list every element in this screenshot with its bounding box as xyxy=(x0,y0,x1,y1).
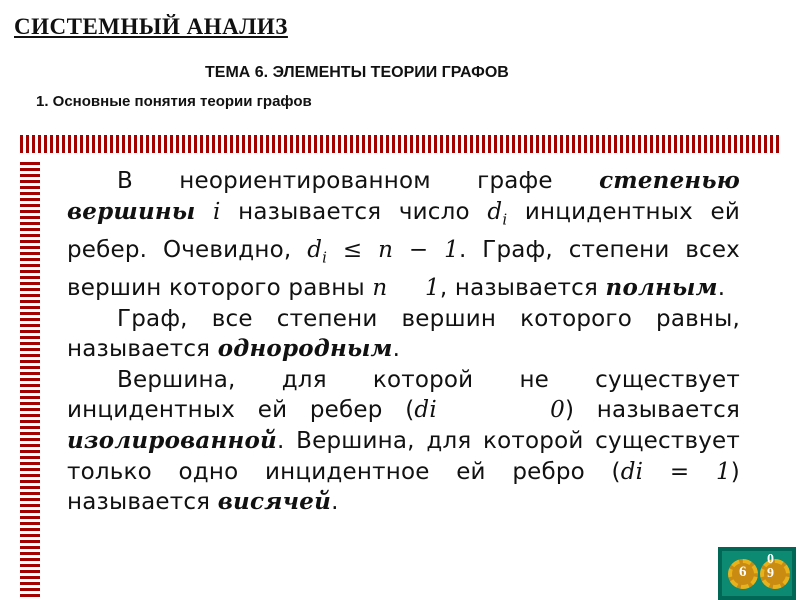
topic-title: ТЕМА 6. ЭЛЕМЕНТЫ ТЕОРИИ ГРАФОВ xyxy=(205,64,509,81)
slide-number-digit-1: 0 xyxy=(767,552,774,567)
math-symbol: 1 xyxy=(424,274,440,301)
text-run: ) называется xyxy=(564,397,740,424)
slide-number-digit-2: 9 xyxy=(767,566,774,581)
text-run: Граф, все степени вершин которого равны, называется xyxy=(67,305,740,363)
badge-inner xyxy=(722,551,792,596)
text-run: . xyxy=(717,274,726,301)
gear-icon xyxy=(760,559,790,589)
text-run: . Граф, степени всех вершин которого равны xyxy=(67,236,740,301)
chapter-number: 6 xyxy=(739,564,747,580)
text-run: Вершина, для которой не существует инцидентных ей ребер ( xyxy=(67,366,740,424)
math-symbol: n xyxy=(372,274,388,301)
math-symbol: i xyxy=(195,198,221,225)
text-run: . xyxy=(392,336,401,363)
course-title: СИСТЕМНЫЙ АНАЛИЗ xyxy=(14,14,288,39)
math-subscript: i xyxy=(322,248,328,267)
text-run: В неориентированном графе xyxy=(117,168,600,194)
text-run: инцидентных ей ребер. Очевидно, xyxy=(67,198,740,263)
math-symbol: di xyxy=(620,458,644,485)
slide-number xyxy=(767,553,774,581)
text-run: . Вершина, для которой существует только одно инцидентное ей ребро ( xyxy=(67,427,740,485)
slide-number-badge xyxy=(718,547,796,600)
slide-body xyxy=(67,166,740,518)
term-complete: полным xyxy=(605,273,718,301)
math-subscript: i xyxy=(502,210,508,229)
term-degree: степенью вершины xyxy=(67,167,740,225)
paragraph-degree xyxy=(67,166,740,304)
math-symbol: 0 xyxy=(550,397,565,424)
text-run: называется число xyxy=(220,198,488,225)
text-run: ) называется xyxy=(67,458,740,516)
math-symbol: d xyxy=(487,198,503,225)
left-decorative-stripe xyxy=(20,162,40,600)
term-homogeneous: однородным xyxy=(217,335,393,363)
term-pendant: висячей xyxy=(217,488,332,516)
subtopic-title: 1. Основные понятия теории графов xyxy=(36,93,312,110)
math-symbol: d xyxy=(307,236,323,263)
math-inequality: ≤ n − 1 xyxy=(327,236,459,263)
text-run: , называется xyxy=(439,274,606,301)
math-symbol: 1 xyxy=(715,458,731,485)
text-run: . xyxy=(331,489,339,516)
top-decorative-stripe xyxy=(20,135,780,153)
math-symbol: di xyxy=(414,397,437,424)
term-isolated: изолированной xyxy=(67,426,277,454)
paragraph-homogeneous xyxy=(67,304,740,365)
paragraph-isolated-pendant xyxy=(67,365,740,518)
math-equals: = xyxy=(643,458,716,485)
